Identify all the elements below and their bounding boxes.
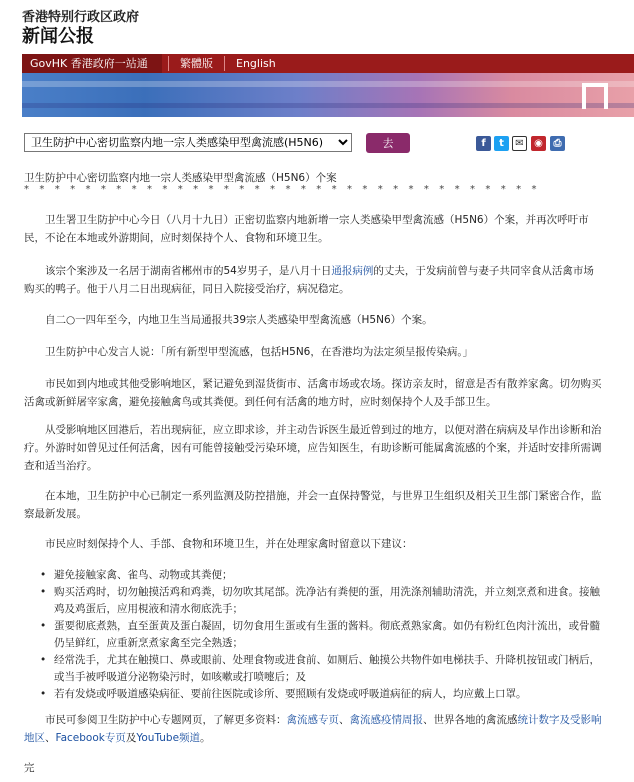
paragraph-text: 。 xyxy=(200,732,211,744)
youtube-channel-link[interactable]: YouTube频道 xyxy=(136,732,201,744)
facebook-page-link[interactable]: Facebook专页 xyxy=(55,732,126,744)
header-banner xyxy=(22,73,634,117)
statistics-link[interactable]: 统计数字及受影响地区 xyxy=(24,714,602,744)
twitter-share-icon[interactable]: t xyxy=(494,136,509,151)
list-item: • 蛋要彻底煮熟，直至蛋黄及蛋白凝固，切勿食用生蛋或有生蛋的酱料。彻底煮熟家禽。如仍有粉红色肉汁流出，或骨髓仍呈鲜红，应重新烹煮家禽至完全熟透； xyxy=(40,618,600,652)
weibo-share-icon[interactable]: ◉ xyxy=(531,136,546,151)
nav-separator xyxy=(168,56,169,71)
banner-graphic xyxy=(582,83,608,109)
paragraph: 在本地，卫生防护中心已制定一系列监测及防控措施，并会一直保持警觉，与世界卫生组织及相关卫生部门紧密合作，监察最新发展。 xyxy=(24,490,602,520)
traditional-chinese-link[interactable]: 繁體版 xyxy=(180,57,213,70)
hygiene-advice-list xyxy=(40,567,600,703)
paragraph-text: 、 xyxy=(45,732,56,744)
article-heading: 卫生防护中心密切监察内地一宗人类感染甲型禽流感（H5N6）个案 xyxy=(24,172,337,184)
go-button[interactable]: 去 xyxy=(366,133,410,153)
list-item: • 若有发烧或呼吸道感染病征、要前往医院或诊所、要照顾有发烧或呼吸道病征的病人，均应戴上口罩。 xyxy=(40,686,600,703)
paragraph-text: 该宗个案涉及一名居于湖南省郴州市的54岁男子，是八月十日 xyxy=(45,265,332,277)
avian-flu-weekly-report-link[interactable]: 禽流感疫情周报 xyxy=(349,714,423,726)
paragraph: 市民如到内地或其他受影响地区，紧记避免到湿货街市、活禽市场或农场。探访亲友时，留意是否有散养家禽。切勿购买活禽或新鲜屠宰家禽，避免接触禽鸟或其粪便。到任何有活禽的地方时，应时刻保持个人及手部卫生。 xyxy=(24,378,602,408)
facebook-share-icon[interactable]: f xyxy=(476,136,491,151)
paragraph xyxy=(24,711,602,747)
english-link[interactable]: English xyxy=(236,57,276,70)
government-title: 香港特别行政区政府 xyxy=(22,10,140,25)
banner-stripe xyxy=(22,103,634,108)
press-release-title: 新闻公报 xyxy=(22,26,94,47)
paragraph-text: 、世界各地的禽流感 xyxy=(423,714,518,726)
banner-stripe xyxy=(22,81,634,87)
print-icon[interactable]: ⎙ xyxy=(550,136,565,151)
govhk-link[interactable]: GovHK 香港政府一站通 xyxy=(22,54,162,73)
list-item: • 避免接触家禽、雀鸟、动物或其粪便； xyxy=(40,567,600,584)
paragraph: 卫生防护中心发言人说：「所有新型甲型流感，包括H5N6，在香港均为法定须呈报传染病。」 xyxy=(45,346,474,358)
paragraph: 市民应时刻保持个人、手部、食物和环境卫生，并在处理家禽时留意以下建议： xyxy=(45,538,413,550)
email-share-icon[interactable]: ✉ xyxy=(512,136,527,151)
paragraph xyxy=(24,262,602,298)
paragraph-text: 及 xyxy=(125,732,137,744)
paragraph-text: 的丈夫，于发病前曾与妻子共同宰食从活禽市场购买的鸭子。他于八月二日出现病征，同日入院接受治疗，病况稳定。 xyxy=(24,265,594,295)
heading-divider: * * * * * * * * * * * * * * * * * * * * * * * * * * * * * * * * * * xyxy=(24,184,541,195)
top-navigation-bar xyxy=(22,54,634,73)
avian-flu-page-link[interactable]: 禽流感专页 xyxy=(286,714,339,726)
nav-separator xyxy=(224,56,225,71)
list-item: • 经常洗手，尤其在触摸口、鼻或眼前、处理食物或进食前、如厕后、触摸公共物件如电梯扶手、升降机按钮或门柄后，或当手被呼吸道分泌物染污时，如咳嗽或打喷嚏后；及 xyxy=(40,652,600,686)
end-mark: 完 xyxy=(24,762,35,774)
paragraph-text: 市民可参阅卫生防护中心专题网页，了解更多资料： xyxy=(45,714,287,726)
reported-case-link[interactable]: 通报病例 xyxy=(331,265,374,277)
paragraph: 卫生署卫生防护中心今日（八月十九日）正密切监察内地新增一宗人类感染甲型禽流感（H5N6）个案，并再次呼吁市民，不论在本地或外游期间，应时刻保持个人、食物和环境卫生。 xyxy=(24,214,589,244)
press-release-select[interactable] xyxy=(24,133,352,152)
list-item: • 购买活鸡时，切勿触摸活鸡和鸡粪，切勿吹其尾部。洗净沾有粪便的蛋，用洗涤剂辅助清洗，并立刻烹煮和进食。接触鸡及鸡蛋后，应用梘液和清水彻底洗手； xyxy=(40,584,600,618)
paragraph: 从受影响地区回港后，若出现病征，应立即求诊，并主动告诉医生最近曾到过的地方，以便对潜在病病及早作出诊断和治疗。外游时如曾见过任何活禽，因有可能曾接触受污染环境，应告知医生，有助诊断可能属禽流感的个案，并适时安排所需调查和适当治疗。 xyxy=(24,424,602,472)
paragraph-text: 、 xyxy=(339,714,350,726)
paragraph: 自二○一四年至今，内地卫生当局通报共39宗人类感染甲型禽流感（H5N6）个案。 xyxy=(45,314,433,326)
